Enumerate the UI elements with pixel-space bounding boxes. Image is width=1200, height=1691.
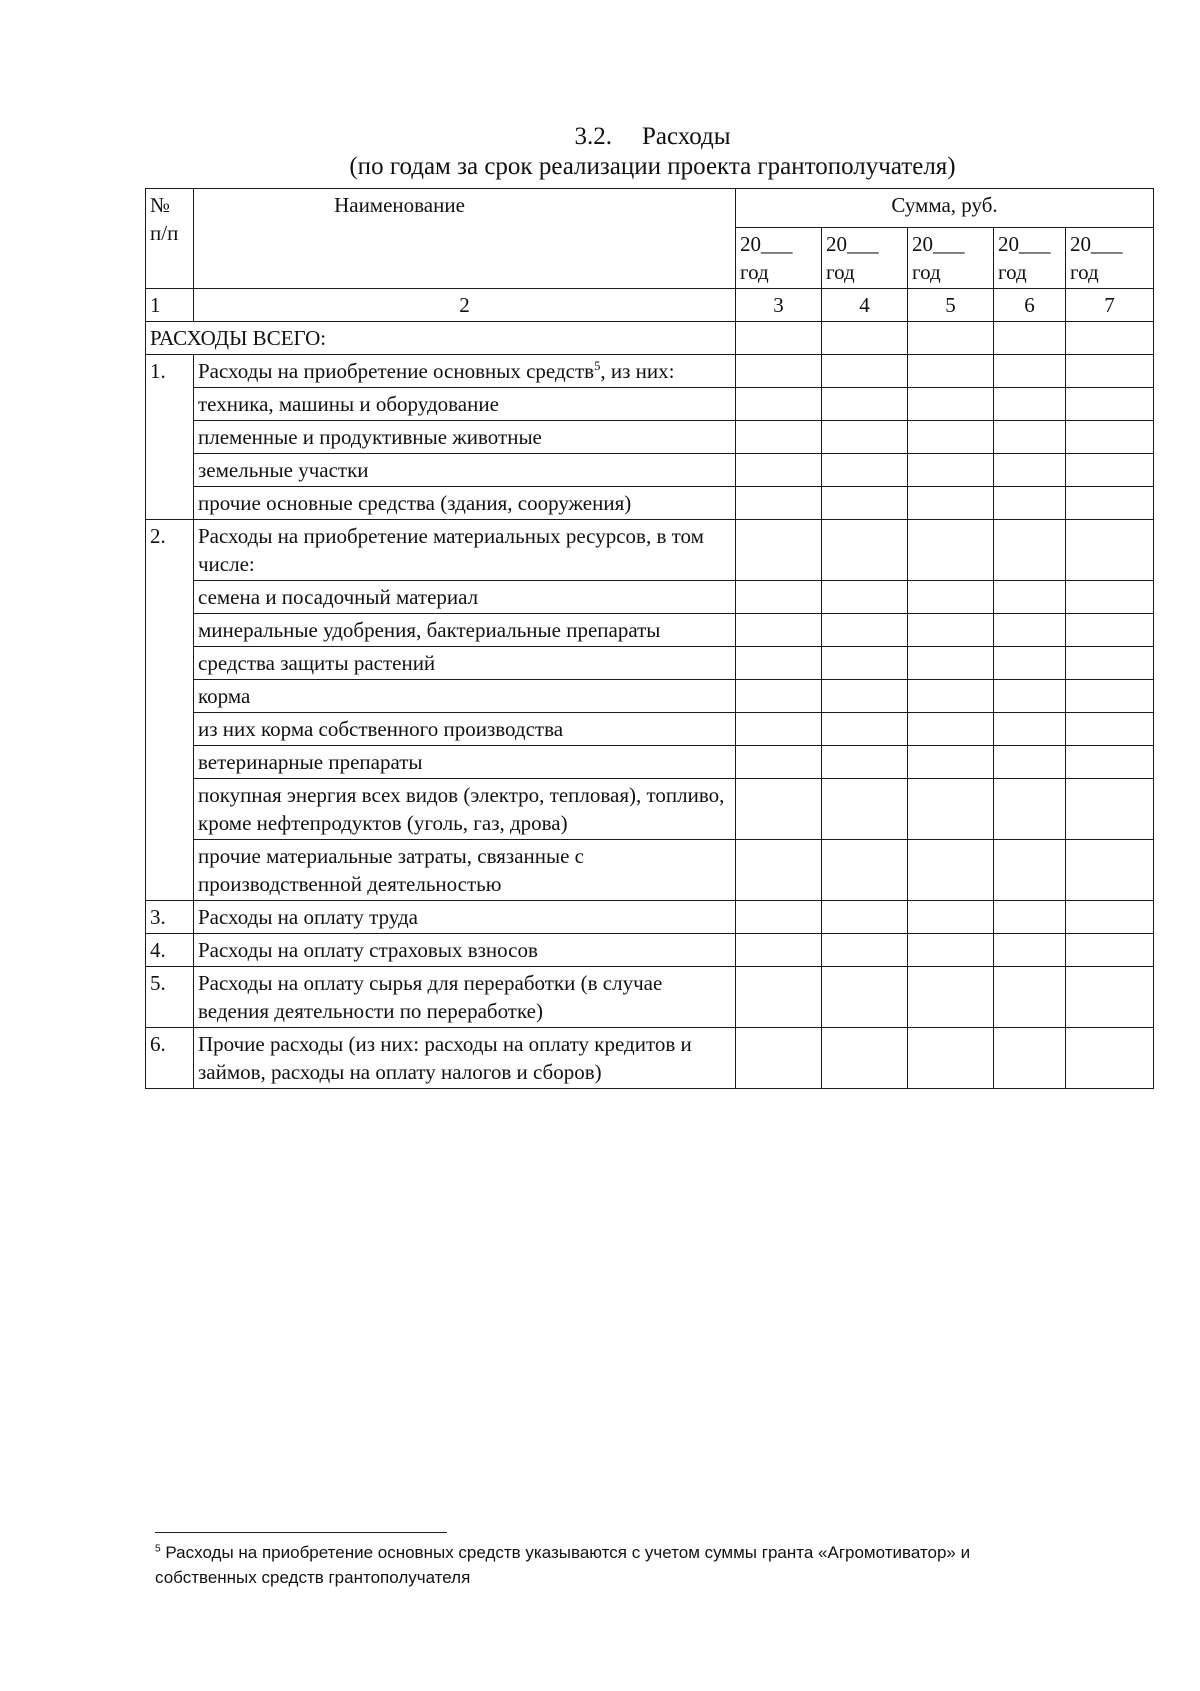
- amount-cell[interactable]: [994, 1028, 1066, 1089]
- column-number: 6: [994, 289, 1066, 322]
- column-numbers-row: [146, 289, 1154, 322]
- amount-cell[interactable]: [736, 680, 822, 713]
- amount-cell[interactable]: [736, 454, 822, 487]
- amount-cell[interactable]: [822, 779, 908, 840]
- header-row: [146, 189, 1154, 228]
- item-row: [146, 746, 1154, 779]
- amount-cell[interactable]: [822, 967, 908, 1028]
- amount-cell[interactable]: [1066, 967, 1154, 1028]
- amount-cell[interactable]: [908, 388, 994, 421]
- item-label: из них корма собственного производства: [194, 713, 736, 746]
- amount-cell[interactable]: [822, 647, 908, 680]
- amount-cell[interactable]: [1066, 487, 1154, 520]
- item-row: [146, 581, 1154, 614]
- section-title: [194, 355, 736, 388]
- section-title: [194, 934, 736, 967]
- amount-cell[interactable]: [994, 647, 1066, 680]
- amount-cell[interactable]: [736, 746, 822, 779]
- section-title: [194, 967, 736, 1028]
- column-number: 5: [908, 289, 994, 322]
- amount-cell[interactable]: [994, 388, 1066, 421]
- year-number: 20___: [912, 232, 965, 256]
- item-row: [146, 454, 1154, 487]
- amount-cell[interactable]: [1066, 934, 1154, 967]
- amount-cell[interactable]: [736, 487, 822, 520]
- year-header: [1066, 228, 1154, 289]
- item-label: земельные участки: [194, 454, 736, 487]
- header-name-text: Наименование: [334, 193, 465, 217]
- amount-cell[interactable]: [908, 614, 994, 647]
- amount-cell[interactable]: [822, 520, 908, 581]
- amount-cell[interactable]: [1066, 388, 1154, 421]
- amount-cell[interactable]: [822, 388, 908, 421]
- amount-cell[interactable]: [736, 934, 822, 967]
- amount-cell[interactable]: [994, 487, 1066, 520]
- section-title: [194, 901, 736, 934]
- year-number: 20___: [1070, 232, 1123, 256]
- amount-cell[interactable]: [994, 520, 1066, 581]
- amount-cell[interactable]: [908, 901, 994, 934]
- amount-cell[interactable]: [994, 967, 1066, 1028]
- item-label: прочие материальные затраты, связанные с производственной деятельностью: [194, 840, 736, 901]
- amount-cell[interactable]: [736, 647, 822, 680]
- column-number: 2: [194, 289, 736, 322]
- column-number: 1: [146, 289, 194, 322]
- amount-cell[interactable]: [1066, 746, 1154, 779]
- header-no: № п/п: [146, 189, 194, 289]
- section-title-text: Расходы на оплату страховых взносов: [198, 938, 538, 962]
- item-row: [146, 840, 1154, 901]
- amount-cell[interactable]: [822, 487, 908, 520]
- amount-cell[interactable]: [994, 322, 1066, 355]
- section-title-text: Прочие расходы (из них: расходы на оплату кредитов и займов, расходы на оплату налогов и сборов): [198, 1032, 692, 1084]
- amount-cell[interactable]: [908, 713, 994, 746]
- year-unit: год: [912, 260, 941, 284]
- amount-cell[interactable]: [822, 713, 908, 746]
- section-row: [146, 901, 1154, 934]
- item-row: [146, 713, 1154, 746]
- amount-cell[interactable]: [822, 901, 908, 934]
- header-sum: Сумма, руб.: [736, 189, 1154, 228]
- item-row: [146, 647, 1154, 680]
- amount-cell[interactable]: [736, 355, 822, 388]
- expenses-table: [145, 188, 1154, 1089]
- amount-cell[interactable]: [736, 388, 822, 421]
- amount-cell[interactable]: [822, 1028, 908, 1089]
- amount-cell[interactable]: [908, 520, 994, 581]
- amount-cell[interactable]: [908, 322, 994, 355]
- amount-cell[interactable]: [736, 1028, 822, 1089]
- section-row: [146, 520, 1154, 581]
- amount-cell[interactable]: [908, 487, 994, 520]
- amount-cell[interactable]: [736, 713, 822, 746]
- amount-cell[interactable]: [822, 355, 908, 388]
- amount-cell[interactable]: [736, 779, 822, 840]
- item-label: корма: [194, 680, 736, 713]
- amount-cell[interactable]: [736, 614, 822, 647]
- total-label: РАСХОДЫ ВСЕГО:: [146, 322, 736, 355]
- column-number: 4: [822, 289, 908, 322]
- amount-cell[interactable]: [822, 421, 908, 454]
- year-number: 20___: [826, 232, 879, 256]
- amount-cell[interactable]: [1066, 647, 1154, 680]
- amount-cell[interactable]: [994, 901, 1066, 934]
- footnote-text: Расходы на приобретение основных средств указываются с учетом суммы гранта «Агромотиватор» и собственных средств грантополучателя: [155, 1543, 971, 1587]
- amount-cell[interactable]: [1066, 322, 1154, 355]
- amount-cell[interactable]: [908, 934, 994, 967]
- section-number: 6.: [146, 1028, 194, 1089]
- amount-cell[interactable]: [994, 746, 1066, 779]
- expenses-table-body: [146, 189, 1154, 1089]
- amount-cell[interactable]: [1066, 713, 1154, 746]
- item-label: минеральные удобрения, бактериальные препараты: [194, 614, 736, 647]
- section-number: 4.: [146, 934, 194, 967]
- item-label: техника, машины и оборудование: [194, 388, 736, 421]
- item-label: покупная энергия всех видов (электро, тепловая), топливо, кроме нефтепродуктов (уголь, газ, дрова): [194, 779, 736, 840]
- amount-cell[interactable]: [736, 967, 822, 1028]
- year-header: [822, 228, 908, 289]
- amount-cell[interactable]: [908, 355, 994, 388]
- year-header: [736, 228, 822, 289]
- section-title-tail: , из них:: [600, 359, 675, 383]
- header-name: [194, 189, 736, 289]
- section-number: 5.: [146, 967, 194, 1028]
- amount-cell[interactable]: [1066, 901, 1154, 934]
- section-number: 1.: [146, 355, 194, 520]
- amount-cell[interactable]: [994, 713, 1066, 746]
- amount-cell[interactable]: [736, 581, 822, 614]
- amount-cell[interactable]: [994, 454, 1066, 487]
- section-title-text: Расходы на приобретение основных средств: [198, 359, 595, 383]
- amount-cell[interactable]: [736, 322, 822, 355]
- section-title: [194, 1028, 736, 1089]
- amount-cell[interactable]: [908, 967, 994, 1028]
- section-subtitle: (по годам за срок реализации проекта грантополучателя): [349, 153, 956, 180]
- amount-cell[interactable]: [822, 680, 908, 713]
- amount-cell[interactable]: [1066, 421, 1154, 454]
- amount-cell[interactable]: [908, 779, 994, 840]
- amount-cell[interactable]: [994, 614, 1066, 647]
- item-row: [146, 388, 1154, 421]
- amount-cell[interactable]: [1066, 614, 1154, 647]
- amount-cell[interactable]: [994, 421, 1066, 454]
- amount-cell[interactable]: [994, 581, 1066, 614]
- year-unit: год: [740, 260, 769, 284]
- section-row: [146, 355, 1154, 388]
- footnote-ref: 5: [594, 359, 601, 373]
- amount-cell[interactable]: [994, 680, 1066, 713]
- amount-cell[interactable]: [908, 454, 994, 487]
- year-number: 20___: [740, 232, 793, 256]
- amount-cell[interactable]: [736, 520, 822, 581]
- amount-cell[interactable]: [736, 421, 822, 454]
- amount-cell[interactable]: [1066, 680, 1154, 713]
- amount-cell[interactable]: [994, 355, 1066, 388]
- footnote: [155, 1540, 1075, 1590]
- year-header: [994, 228, 1066, 289]
- amount-cell[interactable]: [822, 746, 908, 779]
- section-title: [145, 122, 1160, 152]
- amount-cell[interactable]: [908, 840, 994, 901]
- item-row: [146, 614, 1154, 647]
- section-title-text: Расходы на приобретение материальных ресурсов, в том числе:: [198, 524, 704, 576]
- amount-cell[interactable]: [1066, 581, 1154, 614]
- amount-cell[interactable]: [822, 581, 908, 614]
- item-row: [146, 421, 1154, 454]
- section-number: 3.2.: [574, 123, 612, 150]
- amount-cell[interactable]: [1066, 454, 1154, 487]
- item-row: [146, 487, 1154, 520]
- section-title-text: Расходы на оплату сырья для переработки (в случае ведения деятельности по переработке): [198, 971, 663, 1023]
- section-title: [194, 520, 736, 581]
- amount-cell[interactable]: [908, 647, 994, 680]
- amount-cell[interactable]: [736, 901, 822, 934]
- item-label: семена и посадочный материал: [194, 581, 736, 614]
- total-row: [146, 322, 1154, 355]
- amount-cell[interactable]: [822, 322, 908, 355]
- column-number: 3: [736, 289, 822, 322]
- section-row: [146, 934, 1154, 967]
- item-label: племенные и продуктивные животные: [194, 421, 736, 454]
- amount-cell[interactable]: [822, 840, 908, 901]
- section-number: 3.: [146, 901, 194, 934]
- year-header: [908, 228, 994, 289]
- amount-cell[interactable]: [822, 614, 908, 647]
- amount-cell[interactable]: [908, 746, 994, 779]
- amount-cell[interactable]: [822, 934, 908, 967]
- year-unit: год: [998, 260, 1027, 284]
- footnote-rule: [155, 1532, 447, 1533]
- amount-cell[interactable]: [994, 779, 1066, 840]
- amount-cell[interactable]: [1066, 840, 1154, 901]
- column-number: 7: [1066, 289, 1154, 322]
- amount-cell[interactable]: [1066, 1028, 1154, 1089]
- amount-cell[interactable]: [1066, 355, 1154, 388]
- amount-cell[interactable]: [994, 934, 1066, 967]
- year-number: 20___: [998, 232, 1051, 256]
- item-label: ветеринарные препараты: [194, 746, 736, 779]
- section-row: [146, 1028, 1154, 1089]
- amount-cell[interactable]: [1066, 779, 1154, 840]
- amount-cell[interactable]: [908, 680, 994, 713]
- section-row: [146, 967, 1154, 1028]
- amount-cell[interactable]: [908, 581, 994, 614]
- amount-cell[interactable]: [822, 454, 908, 487]
- title-block: [145, 122, 1160, 182]
- amount-cell[interactable]: [994, 840, 1066, 901]
- amount-cell[interactable]: [908, 1028, 994, 1089]
- item-label: прочие основные средства (здания, сооружения): [194, 487, 736, 520]
- footnote-mark: 5: [155, 1543, 161, 1555]
- item-label: средства защиты растений: [194, 647, 736, 680]
- amount-cell[interactable]: [908, 421, 994, 454]
- item-row: [146, 779, 1154, 840]
- year-unit: год: [1070, 260, 1099, 284]
- section-title-text: Расходы: [641, 123, 731, 150]
- section-number: 2.: [146, 520, 194, 901]
- year-unit: год: [826, 260, 855, 284]
- item-row: [146, 680, 1154, 713]
- amount-cell[interactable]: [1066, 520, 1154, 581]
- amount-cell[interactable]: [736, 840, 822, 901]
- section-title-text: Расходы на оплату труда: [198, 905, 418, 929]
